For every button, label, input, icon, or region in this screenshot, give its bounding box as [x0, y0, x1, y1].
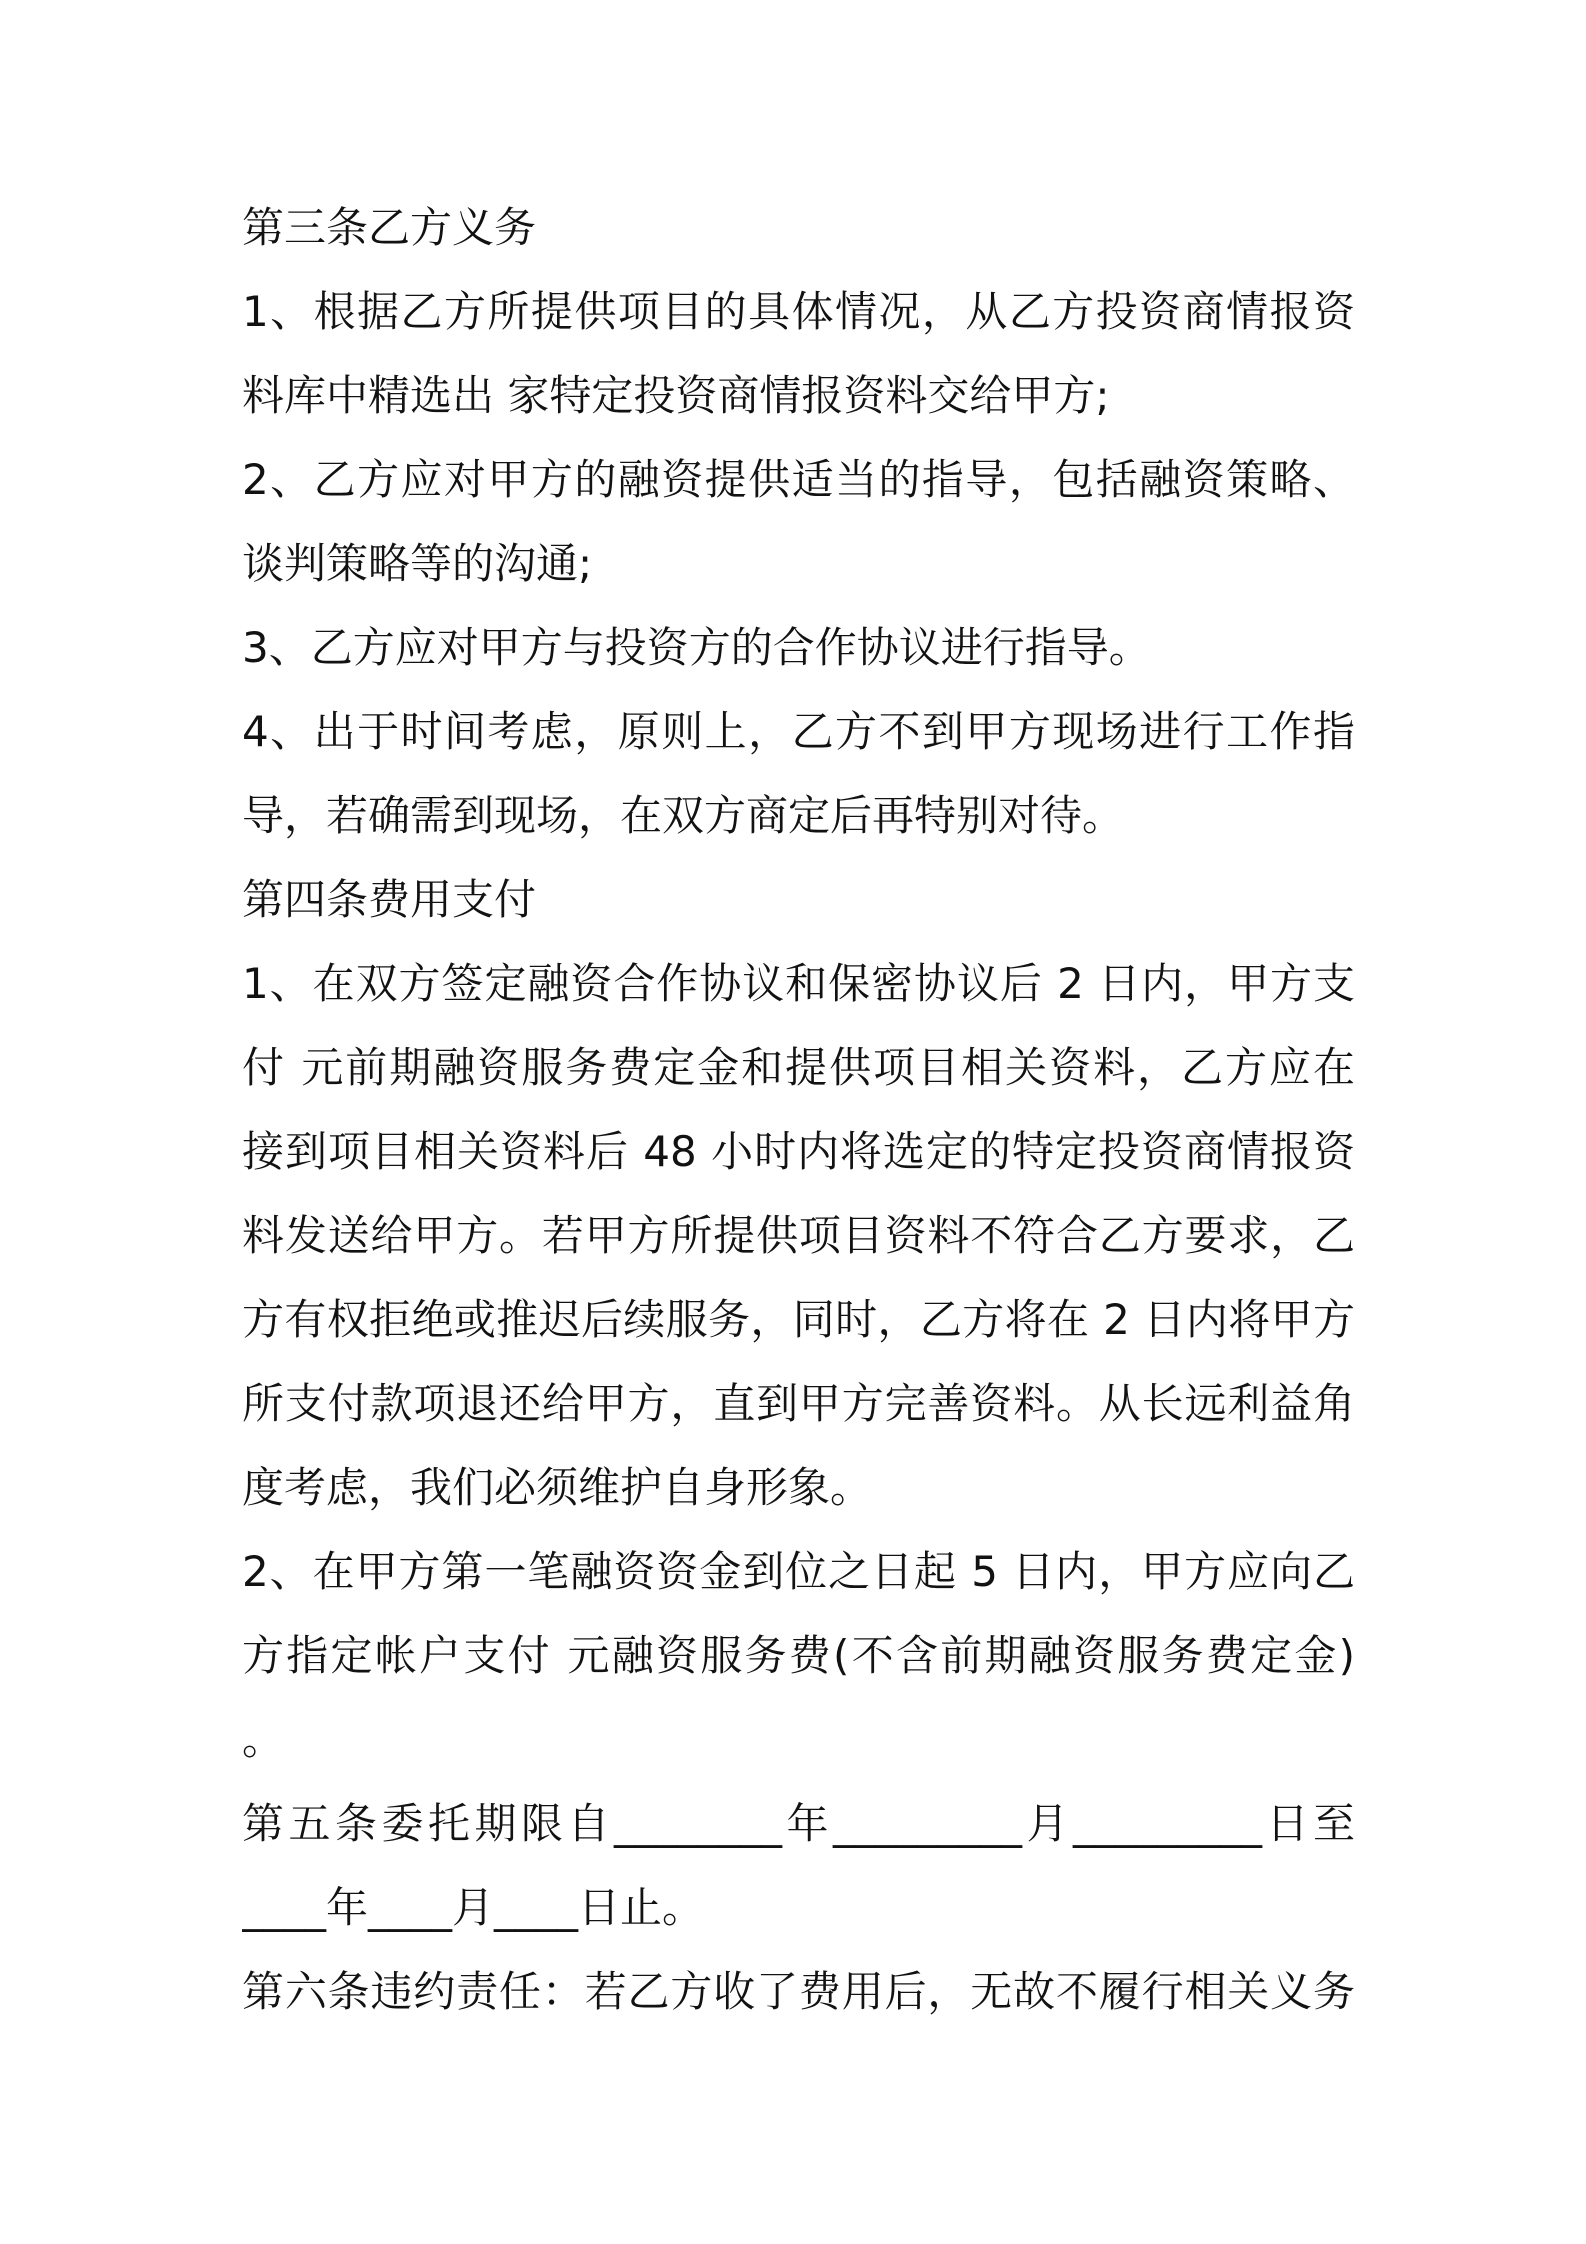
clause-line: 4、出于时间考虑，原则上，乙方不到甲方现场进行工作指 [242, 707, 1355, 756]
article-4 [242, 858, 1355, 1782]
article-4-heading: 第四条费用支付 [242, 875, 537, 924]
clause-line: 接到项目相关资料后 48 小时内将选定的特定投资商情报资 [242, 1127, 1355, 1176]
article-3 [242, 186, 1355, 858]
article-3-heading: 第三条乙方义务 [242, 203, 537, 252]
clause-line: 1、根据乙方所提供项目的具体情况，从乙方投资商情报资 [242, 287, 1355, 336]
document-body [242, 186, 1355, 2034]
clause-line: 所支付款项退还给甲方，直到甲方完善资料。从长远利益角 [242, 1379, 1355, 1428]
clause-line: 谈判策略等的沟通; [242, 539, 593, 588]
clause-line: 料库中精选出 家特定投资商情报资料交给甲方; [242, 371, 1110, 420]
clause-line: 付 元前期融资服务费定金和提供项目相关资料，乙方应在 [242, 1043, 1355, 1092]
clause-line: 料发送给甲方。若甲方所提供项目资料不符合乙方要求，乙 [242, 1211, 1355, 1260]
article-5-term-line: 第五条委托期限自________年_________月_________日至 [242, 1799, 1355, 1848]
article-3-item-4 [242, 690, 1355, 858]
article-6-liability-line: 第六条违约责任：若乙方收了费用后，无故不履行相关义务 [242, 1967, 1355, 2016]
clause-line: 2、在甲方第一笔融资资金到位之日起 5 日内，甲方应向乙 [242, 1547, 1355, 1596]
article-3-item-2 [242, 438, 1355, 606]
clause-line: 3、乙方应对甲方与投资方的合作协议进行指导。 [242, 623, 1151, 672]
clause-line: 2、乙方应对甲方的融资提供适当的指导，包括融资策略、 [242, 455, 1355, 504]
article-6 [242, 1950, 1355, 2034]
clause-line: 方有权拒绝或推迟后续服务，同时，乙方将在 2 日内将甲方 [242, 1295, 1355, 1344]
article-5-term-line: ____年____月____日止。 [242, 1883, 705, 1932]
clause-line: 度考虑，我们必须维护自身形象。 [242, 1463, 873, 1512]
clause-line: 方指定帐户支付 元融资服务费(不含前期融资服务费定金) [242, 1631, 1355, 1680]
article-3-item-1 [242, 270, 1355, 438]
article-3-item-3 [242, 606, 1355, 690]
clause-line: 。 [242, 1715, 285, 1764]
article-4-item-1 [242, 942, 1355, 1530]
clause-line: 1、在双方签定融资合作协议和保密协议后 2 日内，甲方支 [242, 959, 1355, 1008]
clause-line: 导，若确需到现场，在双方商定后再特别对待。 [242, 791, 1125, 840]
article-4-item-2 [242, 1530, 1355, 1782]
article-5 [242, 1782, 1355, 1950]
